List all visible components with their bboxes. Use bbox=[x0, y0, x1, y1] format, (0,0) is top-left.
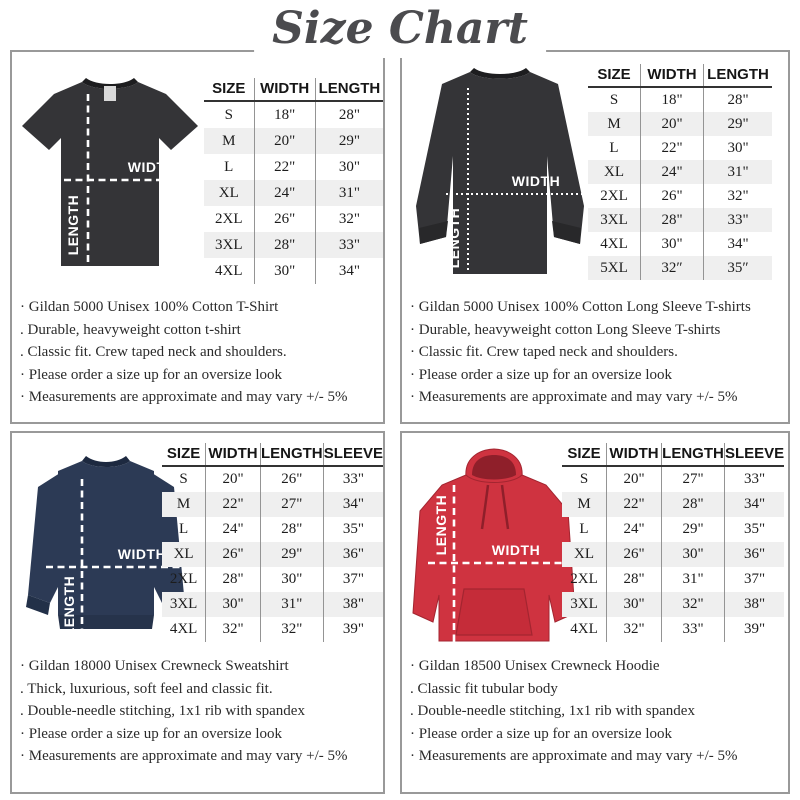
table-cell: 31" bbox=[662, 567, 725, 592]
length-label: LENGTH bbox=[433, 494, 449, 556]
size-table-sweatshirt bbox=[162, 443, 383, 642]
hoodie-image bbox=[408, 445, 580, 655]
table-cell: 4XL bbox=[215, 262, 243, 279]
table-cell: 20" bbox=[206, 466, 261, 492]
table-cell: 31" bbox=[260, 592, 323, 617]
length-label: LENGTH bbox=[446, 207, 462, 269]
table-cell: 30" bbox=[206, 592, 261, 617]
table-row bbox=[562, 617, 784, 642]
table-cell: 32″ bbox=[641, 256, 704, 280]
table-cell: XL bbox=[574, 546, 594, 562]
table-cell: M bbox=[176, 496, 191, 512]
table-cell: 18" bbox=[254, 101, 315, 128]
header-row bbox=[162, 443, 383, 466]
table-cell: S bbox=[609, 91, 619, 108]
table-cell: 29" bbox=[662, 517, 725, 542]
table-cell: 30" bbox=[641, 232, 704, 256]
table-cell: 4XL bbox=[169, 621, 198, 637]
table-cell: 3XL bbox=[215, 236, 243, 253]
table-cell: 27" bbox=[260, 492, 323, 517]
kangaroo-pocket bbox=[456, 589, 532, 635]
table-row bbox=[162, 592, 383, 617]
table-cell: XL bbox=[173, 546, 194, 562]
table-cell: 28" bbox=[260, 517, 323, 542]
table-cell: 28" bbox=[704, 87, 773, 112]
table-row bbox=[204, 258, 383, 284]
table-cell: 28" bbox=[315, 101, 383, 128]
bullet-item: · Gildan 5000 Unisex 100% Cotton Long Sleeve T-shirts bbox=[410, 299, 751, 315]
table-cell: 26" bbox=[641, 184, 704, 208]
table-cell: 24" bbox=[641, 160, 704, 184]
table-cell: M bbox=[577, 496, 591, 512]
column-header: SIZE bbox=[588, 64, 641, 87]
panel-sweatshirt bbox=[10, 431, 385, 794]
bullet-item: · Please order a size up for an oversize look bbox=[20, 725, 282, 742]
page-title: Size Chart bbox=[254, 0, 546, 58]
table-cell: 33" bbox=[662, 617, 725, 642]
left-sleeve bbox=[28, 473, 62, 603]
table-cell: 28" bbox=[641, 208, 704, 232]
table-cell: M bbox=[222, 132, 236, 149]
table-cell: 24" bbox=[254, 180, 315, 206]
table-cell: 30" bbox=[704, 136, 773, 160]
bullet-list-hoodie bbox=[410, 655, 780, 768]
table-row bbox=[162, 517, 383, 542]
bullet-item: · Please order a size up for an oversize look bbox=[20, 366, 282, 383]
bullet-item: · Gildan 18500 Unisex Crewneck Hoodie bbox=[410, 658, 660, 674]
table-cell: 26" bbox=[254, 206, 315, 232]
bullet-item: · Classic fit. Crew taped neck and shoulders. bbox=[410, 344, 678, 360]
header-row bbox=[562, 443, 784, 466]
size-table-tshirt bbox=[204, 78, 383, 284]
bullet-item: · Gildan 5000 Unisex 100% Cotton T-Shirt bbox=[20, 299, 279, 315]
column-header: LENGTH bbox=[662, 443, 725, 466]
table-cell: 27" bbox=[662, 466, 725, 492]
width-label: WIDTH bbox=[491, 542, 541, 558]
bullet-item: · Please order a size up for an oversize look bbox=[410, 725, 672, 742]
table-row bbox=[588, 208, 772, 232]
table-cell: 32" bbox=[607, 617, 662, 642]
panel-hoodie bbox=[400, 431, 790, 794]
table-row bbox=[588, 256, 772, 280]
table-cell: 24" bbox=[607, 517, 662, 542]
table-row bbox=[204, 154, 383, 180]
table-cell: 32" bbox=[260, 617, 323, 642]
table-cell: 34" bbox=[725, 492, 785, 517]
table-cell: 3XL bbox=[570, 596, 598, 612]
table-cell: 22" bbox=[641, 136, 704, 160]
table-cell: L bbox=[179, 521, 189, 537]
table-cell: 29" bbox=[315, 128, 383, 154]
table-cell: 28" bbox=[607, 567, 662, 592]
table-row bbox=[162, 542, 383, 567]
table-cell: 30" bbox=[260, 567, 323, 592]
table-cell: 3XL bbox=[169, 596, 198, 612]
width-label: WIDTH bbox=[511, 173, 561, 189]
table-cell: 28" bbox=[206, 567, 261, 592]
table-row bbox=[562, 466, 784, 492]
column-header: WIDTH bbox=[206, 443, 261, 466]
table-cell: 2XL bbox=[169, 571, 198, 587]
column-header: LENGTH bbox=[315, 78, 383, 101]
table-cell: 30" bbox=[315, 154, 383, 180]
size-table-long-sleeve bbox=[588, 64, 772, 280]
table-cell: 39" bbox=[725, 617, 785, 642]
table-cell: 32" bbox=[704, 184, 773, 208]
column-header: SLEEVE bbox=[725, 443, 785, 466]
column-header: SIZE bbox=[562, 443, 607, 466]
table-row bbox=[204, 180, 383, 206]
bullet-item: . Classic fit. Crew taped neck and shoulders. bbox=[20, 344, 287, 360]
table-cell: 37" bbox=[725, 567, 785, 592]
table-cell: 34" bbox=[323, 492, 383, 517]
table-row bbox=[588, 112, 772, 136]
table-row bbox=[562, 492, 784, 517]
bullet-item: · Measurements are approximate and may vary +/- 5% bbox=[410, 748, 738, 764]
table-cell: S bbox=[579, 471, 589, 487]
width-label: WIDTH bbox=[117, 546, 167, 562]
table-cell: 26" bbox=[607, 542, 662, 567]
column-header: WIDTH bbox=[641, 64, 704, 87]
bullet-item: · Gildan 18000 Unisex Crewneck Sweatshirt bbox=[20, 658, 289, 674]
table-cell: 5XL bbox=[600, 259, 628, 276]
table-cell: 26" bbox=[206, 542, 261, 567]
table-cell: 38" bbox=[725, 592, 785, 617]
table-cell: 33" bbox=[323, 466, 383, 492]
table-row bbox=[588, 160, 772, 184]
table-row bbox=[204, 101, 383, 128]
table-cell: 20" bbox=[641, 112, 704, 136]
table-cell: M bbox=[607, 115, 621, 132]
bullet-item: · Measurements are approximate and may vary +/- 5% bbox=[20, 748, 348, 764]
bullet-item: . Classic fit tubular body bbox=[410, 680, 558, 697]
panel-tshirt bbox=[10, 50, 385, 424]
tshirt-neck-tag bbox=[104, 86, 116, 101]
table-row bbox=[588, 136, 772, 160]
table-row bbox=[562, 567, 784, 592]
table-cell: 28" bbox=[254, 232, 315, 258]
bullet-item: · Measurements are approximate and may vary +/- 5% bbox=[410, 389, 738, 405]
bullet-list-tshirt bbox=[20, 296, 390, 409]
table-row bbox=[562, 517, 784, 542]
bullet-list-sweatshirt bbox=[20, 655, 390, 768]
table-cell: 2XL bbox=[600, 187, 628, 204]
header-row bbox=[204, 78, 383, 101]
table-cell: 35" bbox=[725, 517, 785, 542]
table-cell: 29" bbox=[704, 112, 773, 136]
table-cell: 32" bbox=[662, 592, 725, 617]
table-cell: 39" bbox=[323, 617, 383, 642]
table-cell: 33" bbox=[704, 208, 773, 232]
table-cell: 22" bbox=[607, 492, 662, 517]
table-cell: 35″ bbox=[704, 256, 773, 280]
table-cell: 34" bbox=[315, 258, 383, 284]
table-cell: L bbox=[579, 521, 589, 537]
table-cell: 30" bbox=[607, 592, 662, 617]
table-cell: 33" bbox=[725, 466, 785, 492]
table-cell: 37" bbox=[323, 567, 383, 592]
table-cell: 38" bbox=[323, 592, 383, 617]
table-cell: 28" bbox=[662, 492, 725, 517]
length-label: LENGTH bbox=[65, 194, 81, 256]
table-row bbox=[588, 232, 772, 256]
table-row bbox=[162, 567, 383, 592]
bullet-item: · Please order a size up for an oversize look bbox=[410, 366, 672, 383]
long-sleeve-image bbox=[408, 60, 592, 292]
table-cell: 31" bbox=[704, 160, 773, 184]
table-cell: 2XL bbox=[570, 571, 598, 587]
bullet-list-long-sleeve bbox=[410, 296, 780, 409]
table-row bbox=[204, 206, 383, 232]
table-cell: 2XL bbox=[215, 210, 243, 227]
table-cell: 22" bbox=[254, 154, 315, 180]
table-cell: 34" bbox=[704, 232, 773, 256]
table-row bbox=[562, 542, 784, 567]
column-header: WIDTH bbox=[607, 443, 662, 466]
width-label: WIDTH bbox=[127, 159, 177, 175]
panel-long-sleeve bbox=[400, 50, 790, 424]
table-cell: S bbox=[224, 106, 233, 123]
table-cell: 35" bbox=[323, 517, 383, 542]
table-row bbox=[588, 87, 772, 112]
table-cell: 36" bbox=[323, 542, 383, 567]
tshirt-image bbox=[18, 68, 202, 282]
bullet-item: . Double-needle stitching, 1x1 rib with spandex bbox=[20, 703, 305, 719]
table-cell: 4XL bbox=[600, 235, 628, 252]
table-cell: 24" bbox=[206, 517, 261, 542]
column-header: SIZE bbox=[204, 78, 254, 101]
table-cell: L bbox=[609, 139, 619, 156]
table-cell: 3XL bbox=[600, 211, 628, 228]
size-table-hoodie bbox=[562, 443, 784, 642]
table-cell: 18" bbox=[641, 87, 704, 112]
bullet-item: . Thick, luxurious, soft feel and classic fit. bbox=[20, 680, 273, 697]
column-header: WIDTH bbox=[254, 78, 315, 101]
bullet-item: · Durable, heavyweight cotton Long Sleeve T-shirts bbox=[410, 321, 721, 338]
column-header: LENGTH bbox=[704, 64, 773, 87]
table-cell: XL bbox=[604, 163, 624, 180]
table-cell: 4XL bbox=[570, 621, 598, 637]
table-row bbox=[562, 592, 784, 617]
table-cell: 26" bbox=[260, 466, 323, 492]
table-cell: 31" bbox=[315, 180, 383, 206]
table-cell: S bbox=[179, 471, 188, 487]
table-cell: 36" bbox=[725, 542, 785, 567]
table-cell: L bbox=[224, 158, 234, 175]
table-cell: 32" bbox=[315, 206, 383, 232]
length-label: LENGTH bbox=[61, 575, 77, 637]
table-row bbox=[588, 184, 772, 208]
table-row bbox=[204, 232, 383, 258]
table-cell: 33" bbox=[315, 232, 383, 258]
table-cell: 20" bbox=[607, 466, 662, 492]
column-header: LENGTH bbox=[260, 443, 323, 466]
table-cell: XL bbox=[218, 184, 239, 201]
bullet-item: · Measurements are approximate and may vary +/- 5% bbox=[20, 389, 348, 405]
bullet-item: . Double-needle stitching, 1x1 rib with spandex bbox=[410, 703, 695, 719]
table-row bbox=[204, 128, 383, 154]
table-row bbox=[162, 617, 383, 642]
column-header: SIZE bbox=[162, 443, 206, 466]
column-header: SLEEVE bbox=[323, 443, 383, 466]
bullet-item: . Durable, heavyweight cotton t-shirt bbox=[20, 321, 241, 338]
table-cell: 29" bbox=[260, 542, 323, 567]
header-row bbox=[588, 64, 772, 87]
table-cell: 20" bbox=[254, 128, 315, 154]
table-cell: 30" bbox=[662, 542, 725, 567]
table-row bbox=[162, 492, 383, 517]
table-cell: 32" bbox=[206, 617, 261, 642]
table-cell: 30" bbox=[254, 258, 315, 284]
table-row bbox=[162, 466, 383, 492]
table-cell: 22" bbox=[206, 492, 261, 517]
